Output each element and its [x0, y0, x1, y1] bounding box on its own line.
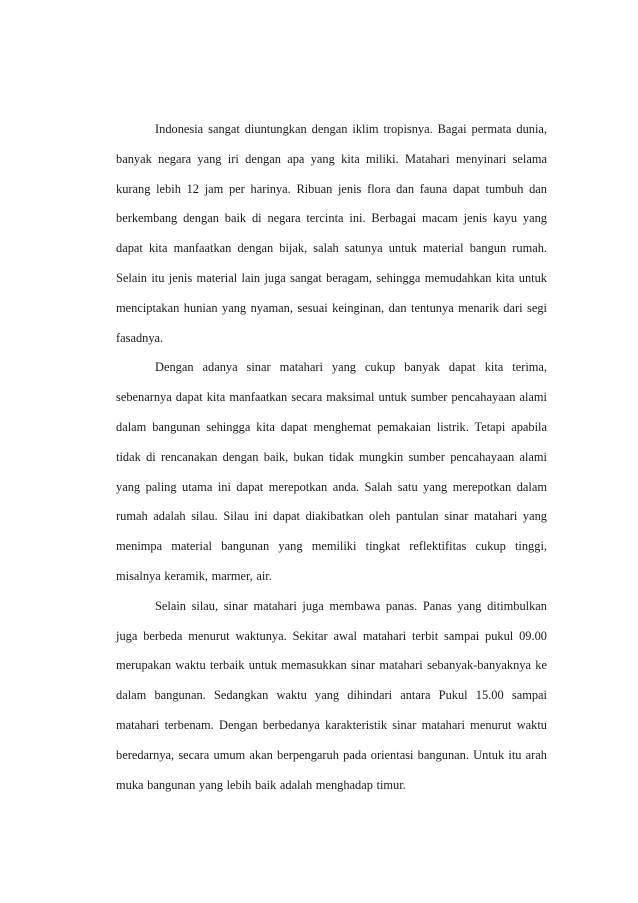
- body-text: [116, 115, 547, 800]
- paragraph-3: Selain silau, sinar matahari juga membawa panas. Panas yang ditimbulkan juga berbeda menurut waktunya. Sekitar awal matahari terbit sampai pukul 09.00 merupakan waktu terbaik untuk memasukkan sinar matahari sebanyak-banyaknya ke dalam bangunan. Sedangkan waktu yang dihindari antara Pukul 15.00 sampai matahari terbenam. Dengan berbedanya karakteristik sinar matahari menurut waktu beredarnya, secara umum akan berpengaruh pada orientasi bangunan. Untuk itu arah muka bangunan yang lebih baik adalah menghadap timur.: [116, 598, 547, 792]
- paragraph-2: Dengan adanya sinar matahari yang cukup banyak dapat kita terima, sebenarnya dapat kita manfaatkan secara maksimal untuk sumber pencahayaan alami dalam bangunan sehingga kita dapat menghemat pemakaian listrik. Tetapi apabila tidak di rencanakan dengan baik, bukan tidak mungkin sumber pencahayaan alami yang paling utama ini dapat merepotkan anda. Salah satu yang merepotkan dalam rumah adalah silau. Silau ini dapat diakibatkan oleh pantulan sinar matahari yang menimpa material bangunan yang memiliki tingkat reflektifitas cukup tinggi, misalnya keramik, marmer, air.: [116, 360, 547, 583]
- paragraph-1: Indonesia sangat diuntungkan dengan iklim tropisnya. Bagai permata dunia, banyak negara yang iri dengan apa yang kita miliki. Matahari menyinari selama kurang lebih 12 jam per harinya. Ribuan jenis flora dan fauna dapat tumbuh dan berkembang dengan baik di negara tercinta ini. Berbagai macam jenis kayu yang dapat kita manfaatkan dengan bijak, salah satunya untuk material bangun rumah. Selain itu jenis material lain juga sangat beragam, sehingga memudahkan kita untuk menciptakan hunian yang nyaman, sesuai keinginan, dan tentunya menarik dari segi fasadnya.: [116, 122, 547, 345]
